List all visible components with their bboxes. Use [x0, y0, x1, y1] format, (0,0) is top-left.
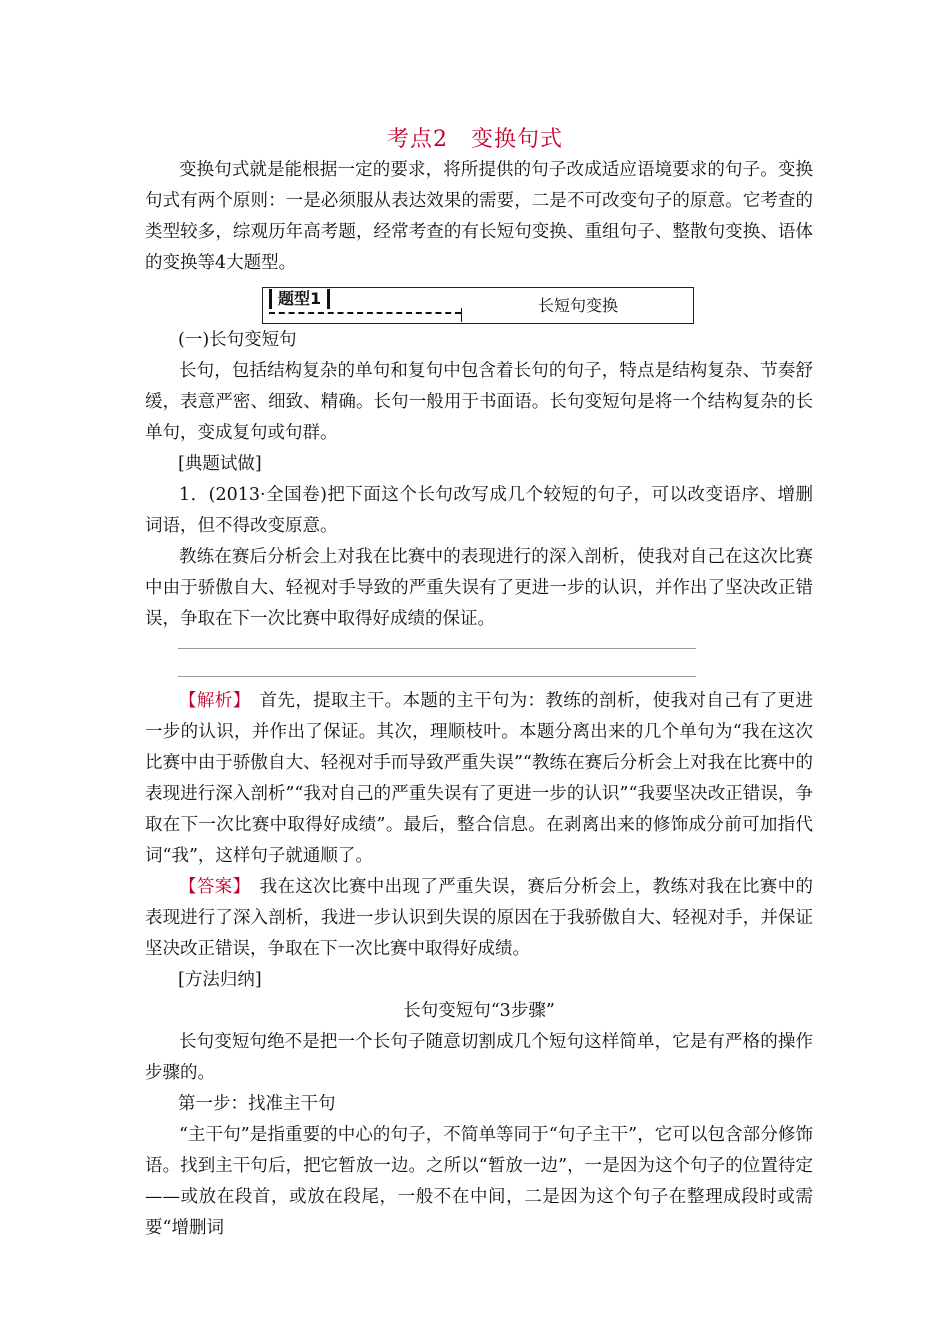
method-title: 长句变短句“3步骤” — [403, 1001, 555, 1021]
analysis-label: 【解析】 — [179, 691, 242, 711]
answer-paragraph — [145, 872, 813, 965]
question-type-name: 长短句变换 — [537, 296, 618, 315]
divider-tick — [461, 308, 462, 322]
example-label: [典题试做] — [178, 454, 262, 474]
analysis-text: 首先，提取主干。本题的主干句为：教练的剖析，使我对自己有了更进一步的认识，并作出了保证。其次，理顺枝叶。本题分离出来的几个单句为“我在这次比赛中由于骄傲自大、轻视对手而导致严重失误”“教练在赛后分析会上对我在比赛中的表现进行深入剖析”“我对自己的严重失误有了更进一步的认识”“我要坚决改正错误，争取在下一次比赛中取得好成绩”。最后，整合信息。在剥离出来的修饰成分前可加指代词“我”，这样句子就通顺了。 — [145, 691, 814, 866]
answer-label: 【答案】 — [179, 877, 242, 897]
question-prompt: 1．(2013·全国卷)把下面这个长句改写成几个较短的句子，可以改变语序、增删词语，但不得改变原意。 — [145, 485, 813, 536]
question-type-box — [262, 287, 694, 324]
method-paragraph: 长句变短句绝不是把一个长句子随意切割成几个短句这样简单，它是有严格的操作步骤的。 — [145, 1032, 813, 1083]
analysis-paragraph — [145, 686, 813, 872]
answer-line-1 — [178, 648, 696, 649]
question-sentence: 教练在赛后分析会上对我在比赛中的表现进行的深入剖析，使我对自己在这次比赛中由于骄傲自大、轻视对手导致的严重失误有了更进一步的认识，并作出了坚决改正错误，争取在下一次比赛中取得好成绩的保证。 — [145, 547, 813, 629]
method-label: [方法归纳] — [178, 970, 262, 990]
page-title: 考点2 变换句式 — [387, 127, 563, 152]
section-heading: (一)长句变短句 — [178, 330, 297, 350]
step1-heading: 第一步：找准主干句 — [178, 1094, 336, 1114]
intro-paragraph: 变换句式就是能根据一定的要求，将所提供的句子改成适应语境要求的句子。变换句式有两个原则：一是必须服从表达效果的需要，二是不可改变句子的原意。它考查的类型较多，综观历年高考题，经常考查的有长短句变换、重组句子、整散句变换、语体的变换等4大题型。 — [145, 160, 813, 273]
step1-paragraph: “主干句”是指重要的中心的句子，不简单等同于“句子主干”，它可以包含部分修饰语。找到主干句后，把它暂放一边。之所以“暂放一边”，一是因为这个句子的位置待定——或放在段首，或放在段尾，一般不在中间，二是因为这个句子在整理成段时或需要“增删词 — [145, 1125, 813, 1238]
section-paragraph: 长句，包括结构复杂的单句和复句中包含着长句的句子，特点是结构复杂、节奏舒缓，表意严密、细致、精确。长句一般用于书面语。长句变短句是将一个结构复杂的长单句，变成复句或句群。 — [145, 361, 813, 443]
answer-text: 我在这次比赛中出现了严重失误，赛后分析会上，教练对我在比赛中的表现进行了深入剖析，我进一步认识到失误的原因在于我骄傲自大、轻视对手，并保证坚决改正错误，争取在下一次比赛中取得好成绩。 — [145, 877, 814, 959]
dashed-underline — [269, 312, 461, 314]
answer-line-2 — [178, 676, 696, 677]
question-type-tag: 题型1 — [269, 289, 330, 309]
